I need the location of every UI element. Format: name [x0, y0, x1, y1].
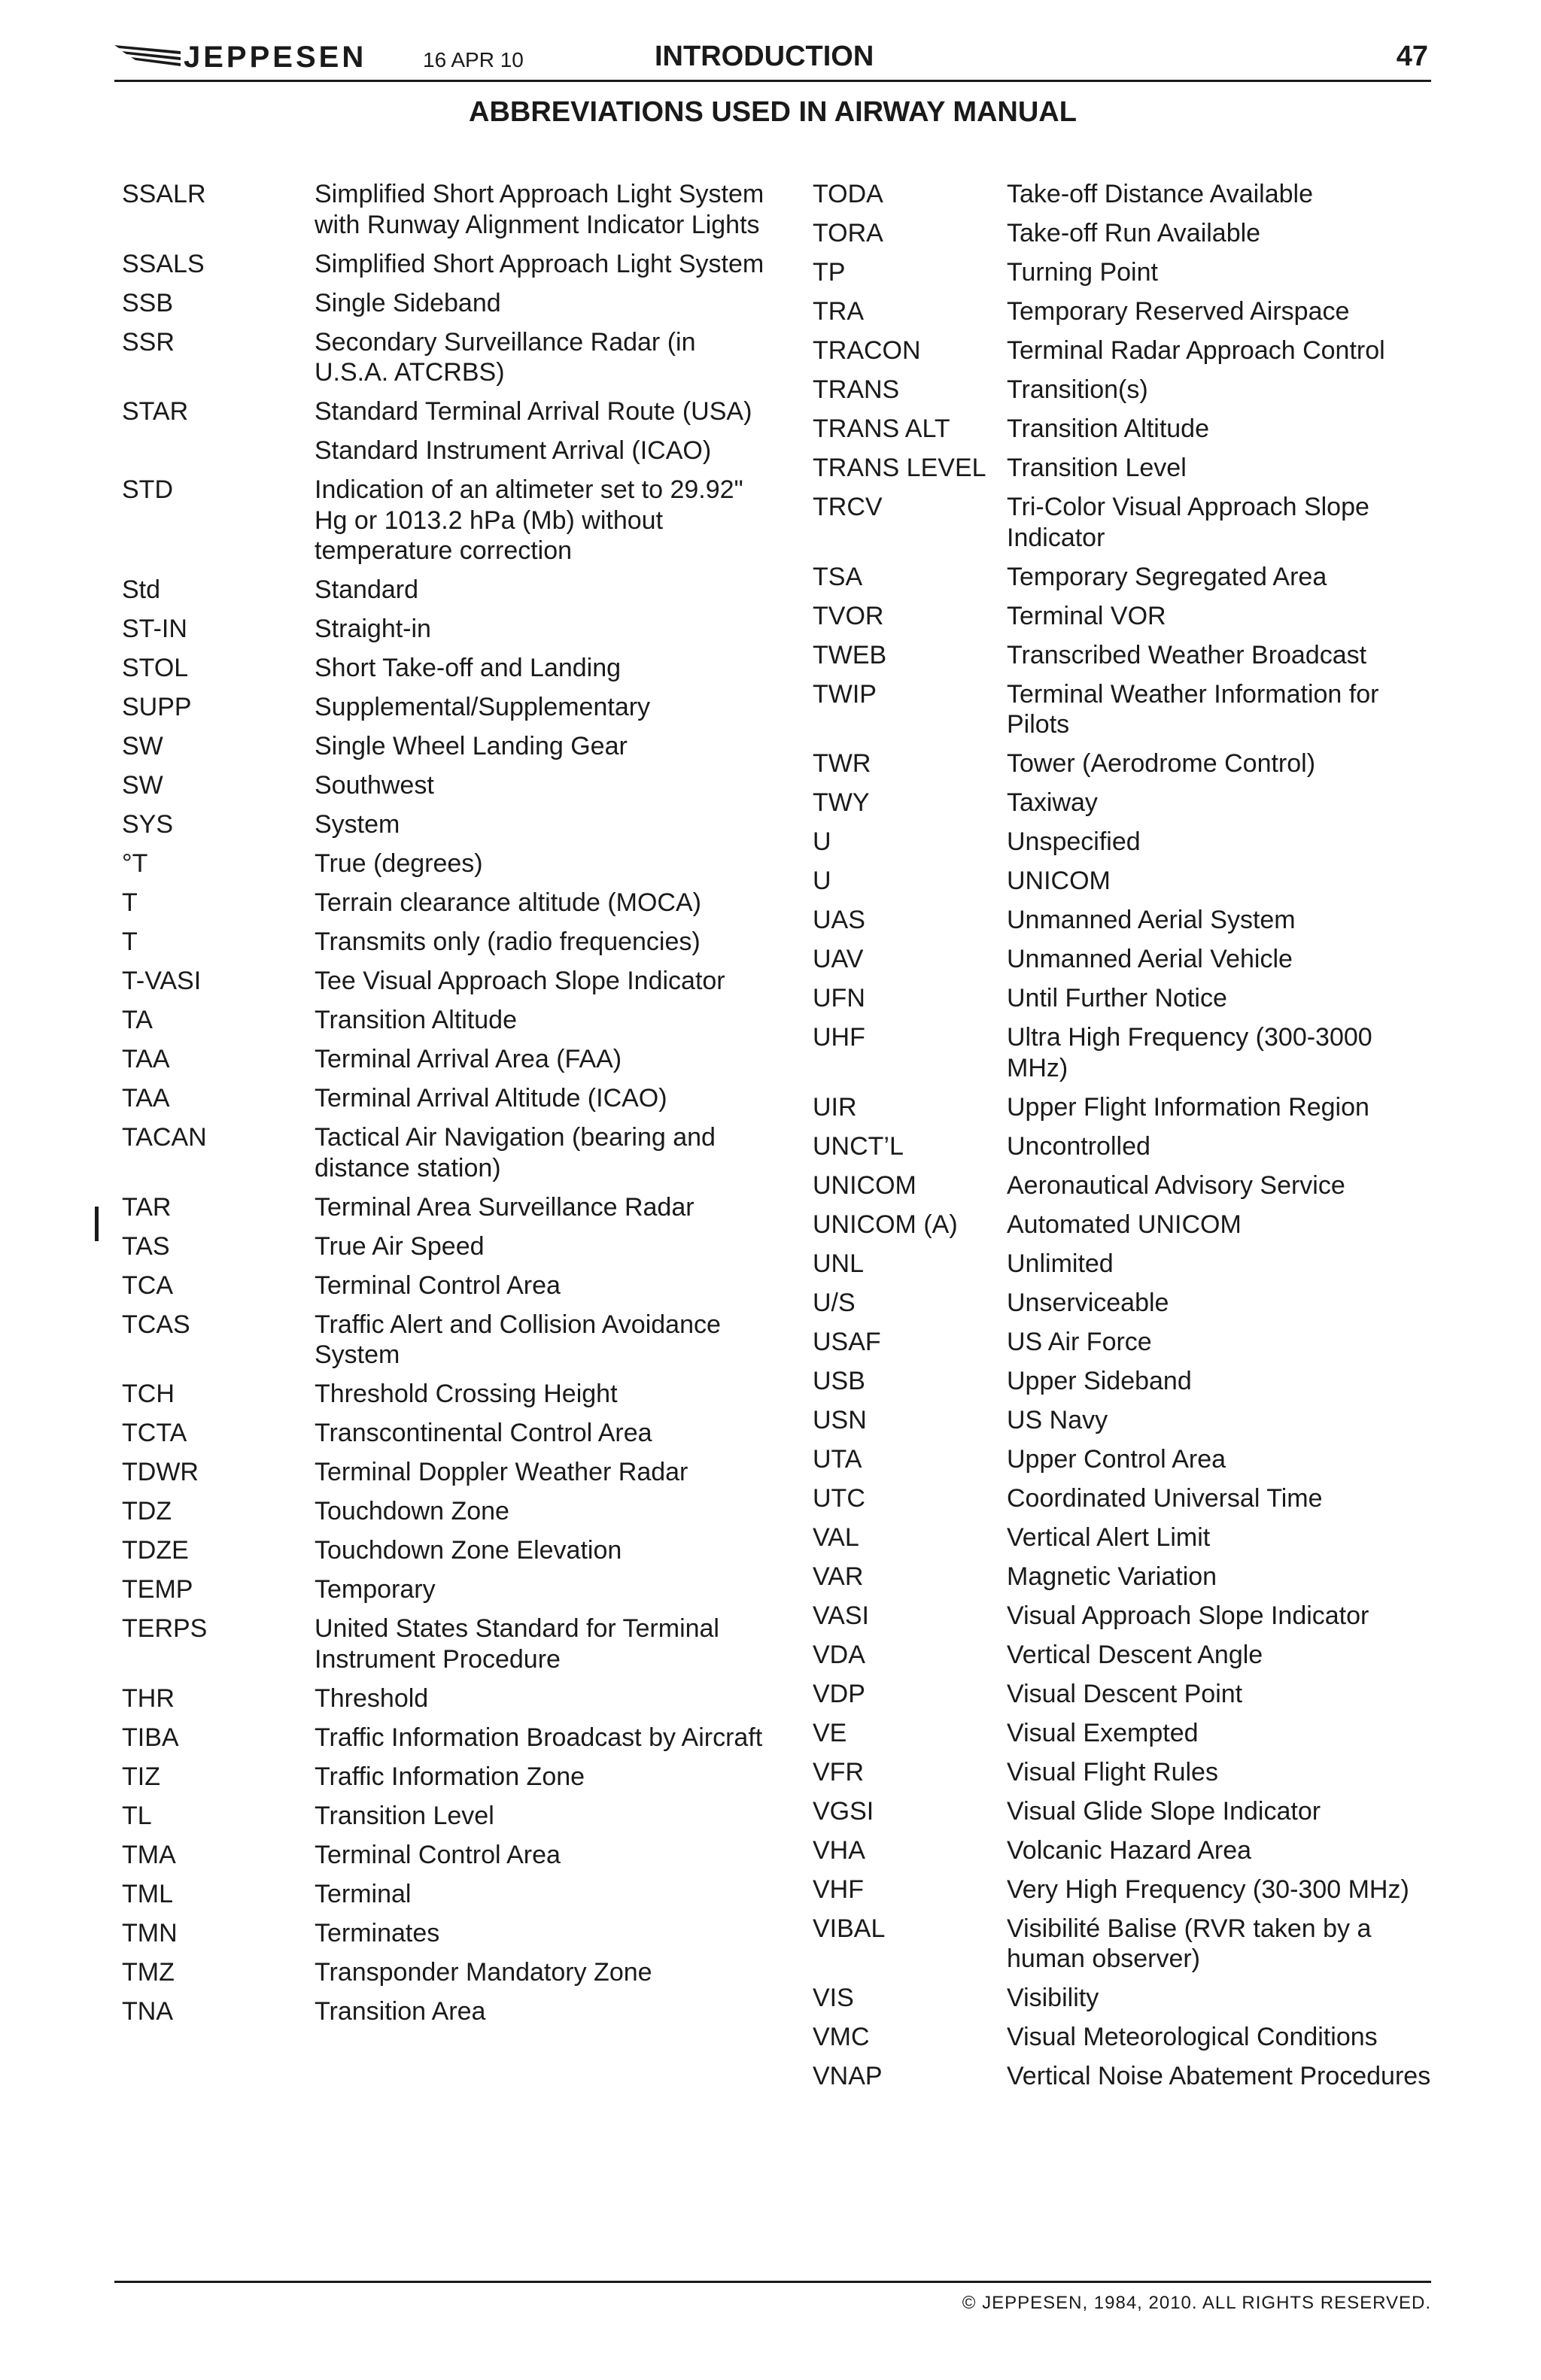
- abbreviation-entry: [813, 640, 1437, 671]
- abbreviation-definition: Terminal Control Area: [315, 1840, 561, 1869]
- abbreviation-definition: Upper Flight Information Region: [1007, 1092, 1369, 1122]
- abbreviation-term: TAR: [122, 1192, 172, 1222]
- abbreviation-term: SW: [122, 771, 163, 800]
- abbreviation-entry: [813, 2061, 1437, 2092]
- abbreviation-entry: [813, 414, 1437, 445]
- abbreviation-entry: [122, 179, 769, 240]
- abbreviation-definition: Visual Glide Slope Indicator: [1007, 1796, 1321, 1826]
- abbreviation-definition: True Air Speed: [315, 1231, 485, 1261]
- abbreviation-term: °T: [122, 849, 148, 878]
- abbreviation-term: TCA: [122, 1270, 173, 1300]
- abbreviation-entry: [813, 218, 1437, 249]
- abbreviation-term: TRANS LEVEL: [813, 454, 986, 482]
- abbreviation-entry: [813, 1914, 1437, 1975]
- abbreviation-entry: [813, 1288, 1437, 1319]
- abbreviation-entry: [813, 905, 1437, 936]
- abbreviation-entry: [122, 288, 769, 319]
- abbreviation-entry: [122, 1762, 769, 1793]
- abbreviation-definition: Transition Level: [1007, 454, 1187, 482]
- abbreviation-entry: [122, 888, 769, 918]
- abbreviation-entry: [813, 1835, 1437, 1866]
- abbreviation-term: USAF: [813, 1327, 881, 1356]
- abbreviation-term: ST-IN: [122, 615, 187, 643]
- abbreviation-term: TACAN: [122, 1123, 207, 1152]
- abbreviation-term: VE: [813, 1718, 847, 1747]
- abbreviation-term: STAR: [122, 397, 189, 426]
- abbreviation-term: VFR: [813, 1757, 864, 1787]
- abbreviation-entry: [122, 1231, 769, 1262]
- abbreviation-term: STD: [122, 475, 173, 504]
- abbreviation-term: U: [813, 827, 831, 856]
- abbreviation-term: TA: [122, 1006, 153, 1034]
- abbreviation-definition: Visual Flight Rules: [1007, 1757, 1218, 1787]
- abbreviation-entry: [813, 1131, 1437, 1162]
- abbreviation-definition: Visibility: [1007, 1984, 1099, 2012]
- abbreviation-entry: [813, 375, 1437, 405]
- abbreviation-entry: [813, 1483, 1437, 1514]
- abbreviation-definition: Traffic Alert and Collision Avoidance System: [315, 1310, 721, 1369]
- abbreviation-entry: [122, 249, 769, 280]
- abbreviation-entry: [122, 1310, 769, 1371]
- abbreviation-entry: [122, 731, 769, 762]
- abbreviation-entry: [813, 1405, 1437, 1436]
- abbreviation-entry: [122, 1535, 769, 1566]
- abbreviation-entry: [813, 1327, 1437, 1358]
- abbreviation-term: TCTA: [122, 1419, 187, 1447]
- abbreviation-term: USB: [813, 1366, 865, 1395]
- abbreviation-entry: [122, 1840, 769, 1871]
- abbreviation-definition: Visibilité Balise (RVR taken by a human observer): [1007, 1914, 1372, 1973]
- abbreviation-term: TIBA: [122, 1723, 179, 1752]
- abbreviation-definition: Unserviceable: [1007, 1288, 1169, 1317]
- abbreviation-definition: Tee Visual Approach Slope Indicator: [315, 967, 725, 995]
- abbreviation-definition: Taxiway: [1007, 788, 1098, 817]
- abbreviation-entry: [813, 1640, 1437, 1671]
- abbreviation-term: VAR: [813, 1562, 864, 1591]
- abbreviation-entry: [813, 335, 1437, 366]
- abbreviation-term: UTA: [813, 1444, 862, 1474]
- abbreviation-entry: [813, 492, 1437, 553]
- abbreviation-definition: Visual Exempted: [1007, 1718, 1199, 1747]
- abbreviation-definition: Traffic Information Zone: [315, 1762, 585, 1791]
- abbreviation-entry: [122, 1044, 769, 1075]
- abbreviation-definition: Terminal Control Area: [315, 1270, 561, 1300]
- abbreviation-term: VAL: [813, 1522, 859, 1552]
- abbreviation-entry: [813, 1092, 1437, 1123]
- abbreviation-definition: Unmanned Aerial System: [1007, 906, 1296, 934]
- abbreviation-entry: [122, 1613, 769, 1674]
- abbreviation-term: TEMP: [122, 1575, 193, 1604]
- abbreviation-entry: [122, 927, 769, 958]
- abbreviation-definition: Unspecified: [1007, 827, 1141, 856]
- abbreviation-term: T: [122, 927, 138, 956]
- abbreviation-entry: [813, 1757, 1437, 1788]
- abbreviation-term: TP: [813, 258, 846, 287]
- abbreviation-definition: Straight-in: [315, 615, 431, 643]
- abbreviation-definition: Aeronautical Advisory Service: [1007, 1170, 1345, 1200]
- abbreviation-term: TDZ: [122, 1497, 172, 1525]
- abbreviation-entry: [122, 1879, 769, 1910]
- abbreviation-definition: System: [315, 810, 400, 839]
- abbreviation-entry: [122, 809, 769, 840]
- abbreviation-term: VIBAL: [813, 1914, 886, 1943]
- abbreviation-definition: Transition(s): [1007, 375, 1148, 404]
- abbreviation-term: TWIP: [813, 679, 877, 709]
- abbreviation-entry: [122, 770, 769, 801]
- abbreviation-definition: Upper Control Area: [1007, 1444, 1226, 1474]
- abbreviation-entry: [813, 179, 1437, 210]
- abbreviation-definition: Terminal VOR: [1007, 601, 1166, 630]
- copyright-notice: © JEPPESEN, 1984, 2010. ALL RIGHTS RESERVED.: [962, 2293, 1431, 2313]
- abbreviation-definition: Temporary Segregated Area: [1007, 562, 1327, 591]
- abbreviation-definition: Tower (Aerodrome Control): [1007, 749, 1316, 778]
- abbreviation-term: UNCT’L: [813, 1131, 904, 1161]
- abbreviation-entry: [122, 327, 769, 388]
- abbreviation-term: [122, 436, 315, 466]
- abbreviation-term: SYS: [122, 810, 174, 839]
- abbreviation-term: TCAS: [122, 1310, 190, 1339]
- abbreviation-definition: Transition Altitude: [315, 1006, 517, 1034]
- abbreviation-term: TL: [122, 1801, 152, 1830]
- abbreviation-definition: Terminates: [315, 1918, 440, 1947]
- abbreviation-term: SSB: [122, 288, 174, 317]
- abbreviation-term: TMZ: [122, 1957, 175, 1987]
- abbreviation-term: TRCV: [813, 493, 883, 521]
- abbreviation-term: TIZ: [122, 1762, 160, 1791]
- abbreviation-term: U: [813, 867, 831, 895]
- abbreviation-term: TMA: [122, 1840, 176, 1869]
- abbreviation-entry: [122, 1083, 769, 1114]
- abbreviation-term: TRANS ALT: [813, 414, 950, 443]
- abbreviation-entry: [122, 1996, 769, 2027]
- abbreviation-term: TWR: [813, 749, 871, 778]
- abbreviation-term: VNAP: [813, 2062, 883, 2090]
- abbreviation-term: TMN: [122, 1918, 178, 1947]
- abbreviation-definition: Terminal: [315, 1879, 412, 1908]
- abbreviation-definition: Visual Descent Point: [1007, 1679, 1243, 1708]
- jeppesen-swoosh-icon: [114, 44, 182, 69]
- abbreviation-entry: [813, 866, 1437, 897]
- abbreviation-entry: [122, 436, 769, 466]
- abbreviation-definition: Vertical Noise Abatement Procedures: [1007, 2062, 1431, 2090]
- abbreviation-definition: Turning Point: [1007, 258, 1158, 287]
- abbreviation-term: USN: [813, 1405, 867, 1434]
- abbreviation-entry: [813, 983, 1437, 1014]
- abbreviation-term: VGSI: [813, 1796, 874, 1826]
- abbreviation-list-left: [122, 179, 769, 2035]
- abbreviation-definition: United States Standard for Terminal Instrument Procedure: [315, 1614, 719, 1674]
- abbreviation-term: VDP: [813, 1679, 865, 1708]
- abbreviation-definition: Volcanic Hazard Area: [1007, 1835, 1252, 1865]
- abbreviation-definition: Upper Sideband: [1007, 1366, 1192, 1395]
- abbreviation-definition: Short Take-off and Landing: [315, 654, 622, 682]
- abbreviation-entry: [122, 1379, 769, 1410]
- abbreviation-entry: [122, 1574, 769, 1605]
- abbreviation-term: UNICOM (A): [813, 1210, 958, 1239]
- abbreviation-list-right: [813, 179, 1437, 2100]
- revision-date: 16 APR 10: [423, 48, 524, 71]
- jeppesen-logo: [114, 41, 385, 74]
- abbreviation-term: TAA: [122, 1084, 170, 1113]
- abbreviation-entry: [813, 1522, 1437, 1553]
- abbreviation-definition: Coordinated Universal Time: [1007, 1483, 1323, 1513]
- page-number: 47: [1396, 41, 1428, 72]
- abbreviation-term: UNICOM: [813, 1170, 916, 1200]
- abbreviation-term: TODA: [813, 180, 883, 208]
- abbreviation-definition: Unmanned Aerial Vehicle: [1007, 945, 1293, 973]
- abbreviation-term: TWY: [813, 788, 870, 817]
- abbreviation-entry: [122, 575, 769, 606]
- abbreviation-term: TAA: [122, 1045, 170, 1073]
- abbreviation-definition: Take-off Run Available: [1007, 219, 1261, 247]
- abbreviation-term: UIR: [813, 1092, 857, 1122]
- abbreviation-term: VHA: [813, 1835, 865, 1865]
- abbreviation-definition: Tri-Color Visual Approach Slope Indicator: [1007, 493, 1369, 552]
- abbreviation-definition: Uncontrolled: [1007, 1131, 1150, 1161]
- abbreviation-entry: [813, 453, 1437, 484]
- abbreviation-definition: Transmits only (radio frequencies): [315, 927, 701, 956]
- abbreviation-term: TRANS: [813, 375, 900, 404]
- abbreviation-entry: [813, 1983, 1437, 2014]
- abbreviation-term: TRACON: [813, 336, 921, 365]
- abbreviation-term: TWEB: [813, 640, 887, 669]
- abbreviation-entry: [122, 396, 769, 427]
- abbreviation-entry: [122, 1418, 769, 1449]
- abbreviation-definition: Unlimited: [1007, 1249, 1114, 1278]
- abbreviation-definition: Secondary Surveillance Radar (in U.S.A. ATCRBS): [315, 327, 696, 387]
- abbreviation-definition: Visual Meteorological Conditions: [1007, 2023, 1378, 2051]
- footer-divider: [114, 2281, 1431, 2283]
- abbreviation-definition: Touchdown Zone Elevation: [315, 1536, 622, 1565]
- abbreviation-definition: Transponder Mandatory Zone: [315, 1957, 652, 1987]
- abbreviation-definition: Terminal Radar Approach Control: [1007, 336, 1385, 365]
- abbreviation-entry: [122, 1270, 769, 1301]
- abbreviation-term: TORA: [813, 219, 883, 247]
- abbreviation-definition: Transition Level: [315, 1801, 494, 1830]
- abbreviation-entry: [122, 1457, 769, 1488]
- abbreviation-definition: Standard Instrument Arrival (ICAO): [315, 436, 712, 465]
- abbreviation-definition: Threshold Crossing Height: [315, 1380, 618, 1408]
- abbreviation-entry: [813, 679, 1437, 740]
- abbreviation-term: VIS: [813, 1984, 854, 2012]
- abbreviation-entry: [122, 1005, 769, 1036]
- abbreviation-definition: Terminal Doppler Weather Radar: [315, 1458, 688, 1486]
- abbreviation-term: THR: [122, 1683, 175, 1713]
- abbreviation-term: SSR: [122, 327, 175, 357]
- abbreviation-definition: Single Wheel Landing Gear: [315, 732, 628, 760]
- header-divider: [114, 80, 1431, 82]
- abbreviation-entry: [813, 296, 1437, 327]
- abbreviation-definition: Transition Altitude: [1007, 414, 1209, 443]
- abbreviation-definition: Terminal Arrival Altitude (ICAO): [315, 1084, 667, 1113]
- abbreviation-entry: [122, 1957, 769, 1988]
- abbreviation-entry: [122, 1801, 769, 1832]
- abbreviation-definition: Simplified Short Approach Light System: [315, 249, 764, 278]
- abbreviation-term: VASI: [813, 1601, 869, 1630]
- abbreviation-entry: [813, 748, 1437, 779]
- abbreviation-term: SUPP: [122, 693, 192, 721]
- abbreviation-entry: [813, 1562, 1437, 1592]
- abbreviation-entry: [813, 1601, 1437, 1632]
- abbreviation-term: VMC: [813, 2023, 870, 2051]
- abbreviation-entry: [813, 1022, 1437, 1083]
- abbreviation-term: TCH: [122, 1380, 175, 1408]
- abbreviation-definition: Terminal Arrival Area (FAA): [315, 1045, 622, 1073]
- abbreviation-definition: True (degrees): [315, 849, 483, 878]
- abbreviation-definition: Indication of an altimeter set to 29.92" Hg or 1013.2 hPa (Mb) without temperature correction: [315, 475, 743, 565]
- abbreviation-term: STOL: [122, 654, 189, 682]
- abbreviation-entry: [813, 827, 1437, 858]
- abbreviation-entry: [122, 1122, 769, 1183]
- abbreviation-definition: Terminal Weather Information for Pilots: [1007, 679, 1379, 739]
- abbreviation-definition: Standard Terminal Arrival Route (USA): [315, 397, 752, 426]
- abbreviation-term: TRA: [813, 297, 864, 326]
- abbreviation-definition: US Air Force: [1007, 1327, 1152, 1356]
- abbreviation-definition: Transcribed Weather Broadcast: [1007, 640, 1367, 669]
- abbreviation-entry: [122, 1683, 769, 1714]
- abbreviation-definition: Until Further Notice: [1007, 984, 1227, 1012]
- abbreviation-definition: Take-off Distance Available: [1007, 180, 1313, 208]
- abbreviation-entry: [122, 1918, 769, 1949]
- abbreviation-term: Std: [122, 575, 161, 604]
- abbreviation-entry: [122, 1496, 769, 1527]
- abbreviation-term: VHF: [813, 1875, 864, 1904]
- abbreviation-term: UHF: [813, 1023, 865, 1052]
- abbreviation-definition: Simplified Short Approach Light System with Runway Alignment Indicator Lights: [315, 180, 764, 239]
- abbreviation-term: T-VASI: [122, 967, 202, 995]
- page-title: ABBREVIATIONS USED IN AIRWAY MANUAL: [469, 96, 1077, 128]
- abbreviation-definition: Transition Area: [315, 1996, 486, 2026]
- abbreviation-term: TVOR: [813, 601, 884, 630]
- abbreviation-entry: [813, 1366, 1437, 1397]
- abbreviation-definition: US Navy: [1007, 1405, 1108, 1434]
- abbreviation-term: U/S: [813, 1288, 856, 1317]
- abbreviation-term: UFN: [813, 984, 865, 1012]
- abbreviation-entry: [813, 601, 1437, 632]
- abbreviation-term: UAV: [813, 945, 864, 973]
- abbreviation-definition: Very High Frequency (30-300 MHz): [1007, 1875, 1409, 1904]
- abbreviation-entry: [813, 1444, 1437, 1475]
- abbreviation-definition: Traffic Information Broadcast by Aircraft: [315, 1723, 763, 1752]
- abbreviation-term: UAS: [813, 906, 865, 934]
- brand-name: JEPPESEN: [184, 41, 367, 74]
- abbreviation-entry: [813, 1249, 1437, 1280]
- abbreviation-entry: [122, 966, 769, 997]
- abbreviation-definition: Terrain clearance altitude (MOCA): [315, 888, 701, 917]
- abbreviation-definition: Supplemental/Supplementary: [315, 693, 651, 721]
- abbreviation-term: SW: [122, 732, 163, 760]
- abbreviation-term: TAS: [122, 1231, 170, 1261]
- abbreviation-entry: [813, 257, 1437, 288]
- abbreviation-definition: Vertical Descent Angle: [1007, 1640, 1263, 1669]
- abbreviation-term: TDZE: [122, 1536, 189, 1565]
- abbreviation-term: UNL: [813, 1249, 865, 1278]
- abbreviation-term: TML: [122, 1879, 173, 1908]
- abbreviation-definition: Tactical Air Navigation (bearing and distance station): [315, 1123, 716, 1182]
- section-title: INTRODUCTION: [655, 41, 874, 72]
- abbreviation-entry: [813, 1875, 1437, 1905]
- abbreviation-entry: [813, 562, 1437, 593]
- abbreviation-entry: [813, 1210, 1437, 1240]
- abbreviation-term: UTC: [813, 1483, 865, 1513]
- abbreviation-entry: [122, 1723, 769, 1753]
- abbreviation-definition: Transcontinental Control Area: [315, 1419, 652, 1447]
- abbreviation-term: T: [122, 888, 138, 917]
- abbreviation-definition: Standard: [315, 575, 418, 604]
- abbreviation-entry: [813, 1679, 1437, 1710]
- abbreviation-term: TNA: [122, 1996, 173, 2026]
- page-header: [114, 38, 1431, 83]
- abbreviation-term: SSALR: [122, 180, 206, 208]
- abbreviation-term: TSA: [813, 562, 863, 591]
- abbreviation-entry: [813, 1796, 1437, 1827]
- abbreviation-term: TERPS: [122, 1614, 208, 1643]
- abbreviation-definition: Threshold: [315, 1683, 429, 1713]
- abbreviation-definition: Visual Approach Slope Indicator: [1007, 1601, 1369, 1630]
- abbreviation-entry: [122, 653, 769, 684]
- revision-change-bar: [95, 1207, 99, 1241]
- abbreviation-definition: Vertical Alert Limit: [1007, 1522, 1211, 1552]
- abbreviation-entry: [813, 944, 1437, 975]
- abbreviation-definition: Single Sideband: [315, 288, 501, 317]
- abbreviation-definition: Touchdown Zone: [315, 1497, 509, 1525]
- abbreviation-term: VDA: [813, 1640, 865, 1669]
- abbreviation-definition: UNICOM: [1007, 867, 1111, 895]
- abbreviation-term: SSALS: [122, 249, 205, 278]
- abbreviation-definition: Southwest: [315, 771, 434, 800]
- abbreviation-entry: [122, 692, 769, 723]
- abbreviation-definition: Temporary: [315, 1575, 436, 1604]
- abbreviation-entry: [122, 1192, 769, 1223]
- abbreviation-entry: [122, 848, 769, 879]
- abbreviation-entry: [122, 475, 769, 566]
- abbreviation-definition: Terminal Area Surveillance Radar: [315, 1192, 695, 1222]
- abbreviation-entry: [813, 2022, 1437, 2053]
- abbreviation-entry: [813, 788, 1437, 818]
- abbreviation-term: TDWR: [122, 1458, 199, 1486]
- abbreviation-definition: Automated UNICOM: [1007, 1210, 1242, 1239]
- abbreviation-entry: [813, 1718, 1437, 1749]
- abbreviation-definition: Temporary Reserved Airspace: [1007, 297, 1350, 326]
- abbreviation-definition: Magnetic Variation: [1007, 1562, 1217, 1591]
- abbreviation-definition: Ultra High Frequency (300-3000 MHz): [1007, 1023, 1372, 1082]
- abbreviation-entry: [813, 1170, 1437, 1201]
- abbreviation-entry: [122, 614, 769, 645]
